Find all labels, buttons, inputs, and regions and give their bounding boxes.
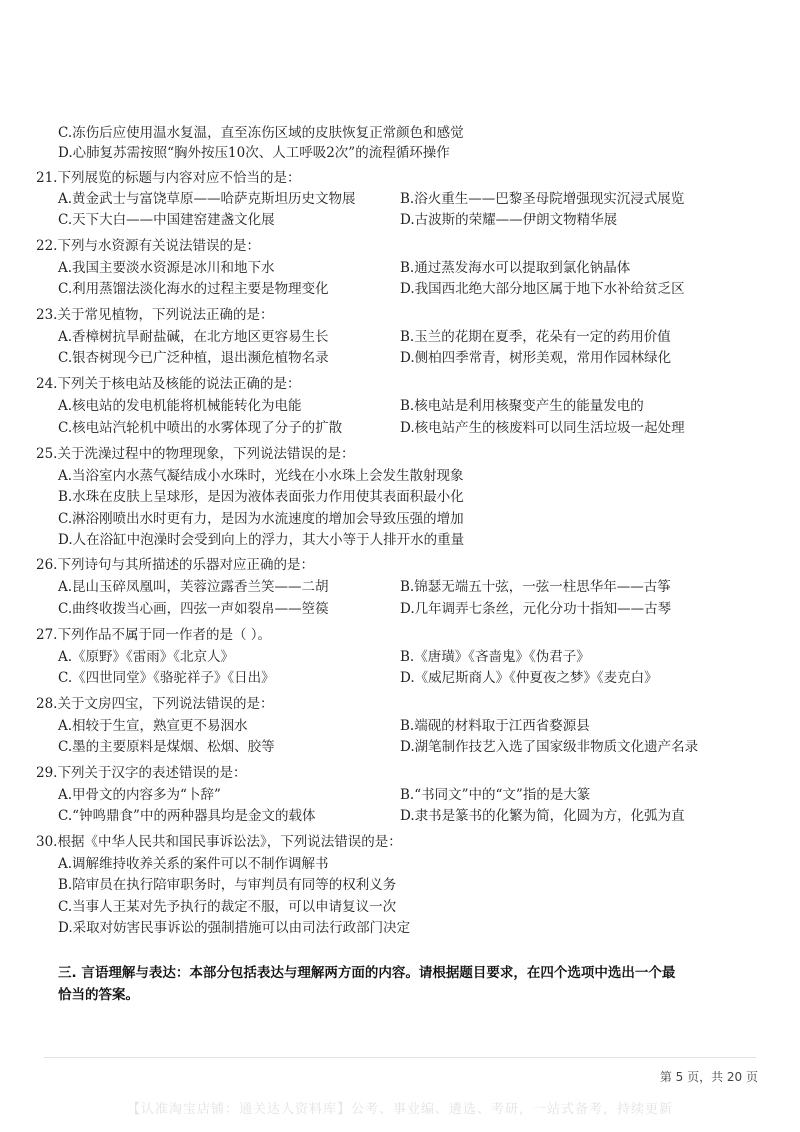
question-24: 24.下列关于核电站及核能的说法正确的是： [36, 376, 301, 392]
watermark-text: 【认准淘宝店铺：通关达人资料库】公考、事业编、遴选、考研，一站式备考，持续更新 [126, 1102, 673, 1117]
option-text: B.水珠在皮肤上呈球形，是因为液体表面张力作用使其表面积最小化 [58, 489, 464, 505]
option-text: D.人在浴缸中泡澡时会受到向上的浮力，其大小等于人排开水的重量 [58, 532, 465, 548]
question-25: 25.关于洗澡过程中的物理现象，下列说法错误的是： [36, 446, 355, 462]
option-text: C.冻伤后应使用温水复温，直至冻伤区域的皮肤恢复正常颜色和感觉 [58, 125, 464, 141]
option-text: B.端砚的材料取于江西省婺源县 [400, 718, 590, 734]
option-text: C.利用蒸馏法淡化海水的过程主要是物理变化 [58, 281, 329, 297]
option-text: A.昆山玉碎凤凰叫，芙蓉泣露香兰笑——二胡 [58, 579, 329, 595]
option-text: D.心肺复苏需按照“胸外按压10次、人工呼吸2次”的流程循环操作 [58, 145, 450, 161]
option-text: B.陪审员在执行陪审职务时，与审判员有同等的权利义务 [58, 877, 397, 893]
option-text: B.浴火重生——巴黎圣母院增强现实沉浸式展览 [400, 191, 685, 207]
option-text: D.核电站产生的核废料可以同生活垃圾一起处理 [400, 420, 685, 436]
option-text: D.古波斯的荣耀——伊朗文物精华展 [400, 212, 618, 228]
section-heading-line: 恰当的答案。 [58, 987, 139, 1003]
option-text: D.采取对妨害民事诉讼的强制措施可以由司法行政部门决定 [58, 920, 411, 936]
question-23: 23.关于常见植物，下列说法正确的是： [36, 307, 274, 323]
option-text: B.《唐璜》《吝啬鬼》《伪君子》 [400, 649, 590, 665]
option-text: C.当事人王某对先予执行的裁定不服，可以申请复议一次 [58, 899, 397, 915]
option-text: C.《四世同堂》《骆驼祥子》《日出》 [58, 670, 275, 686]
question-26: 26.下列诗句与其所描述的乐器对应正确的是： [36, 557, 314, 573]
option-text: C.核电站汽轮机中喷出的水雾体现了分子的扩散 [58, 420, 343, 436]
option-text: A.甲骨文的内容多为“卜辞” [58, 787, 221, 803]
option-text: B.“书同文”中的“文”指的是大篆 [400, 787, 591, 803]
section-heading-line: 三. 言语理解与表达：本部分包括表达与理解两方面的内容。请根据题目要求，在四个选项中选出一个最 [58, 965, 676, 981]
question-30: 30.根据《中华人民共和国民事诉讼法》，下列说法错误的是： [36, 834, 402, 850]
question-27: 27.下列作品不属于同一作者的是（ ）。 [36, 627, 272, 643]
option-text: D.几年调弄七条丝，元化分功十指知——古琴 [400, 601, 672, 617]
option-text: C.天下大白——中国建窑建盏文化展 [58, 212, 275, 228]
question-21: 21.下列展览的标题与内容对应不恰当的是： [36, 170, 301, 186]
option-text: B.核电站是利用核聚变产生的能量发电的 [400, 398, 644, 414]
option-text: A.黄金武士与富饶草原——哈萨克斯坦历史文物展 [58, 191, 356, 207]
option-text: B.玉兰的花期在夏季，花朵有一定的药用价值 [400, 329, 671, 345]
option-text: A.核电站的发电机能将机械能转化为电能 [58, 398, 302, 414]
option-text: A.调解维持收养关系的案件可以不制作调解书 [58, 856, 329, 872]
option-text: D.我国西北绝大部分地区属于地下水补给贫乏区 [400, 281, 685, 297]
footer-divider [44, 1057, 756, 1058]
option-text: C.淋浴刚喷出水时更有力，是因为水流速度的增加会导致压强的增加 [58, 511, 464, 527]
option-text: D.湖笔制作技艺入选了国家级非物质文化遗产名录 [400, 739, 699, 755]
option-text: C.“钟鸣鼎食”中的两种器具均是金文的载体 [58, 808, 316, 824]
question-29: 29.下列关于汉字的表述错误的是： [36, 765, 247, 781]
option-text: B.锦瑟无端五十弦，一弦一柱思华年——古筝 [400, 579, 671, 595]
question-22: 22.下列与水资源有关说法错误的是： [36, 238, 260, 254]
option-text: B.通过蒸发海水可以提取到氯化钠晶体 [400, 260, 631, 276]
option-text: A.《原野》《雷雨》《北京人》 [58, 649, 235, 665]
option-text: A.香樟树抗旱耐盐碱，在北方地区更容易生长 [58, 329, 329, 345]
option-text: C.墨的主要原料是煤烟、松烟、胶等 [58, 739, 275, 755]
option-text: D.侧柏四季常青，树形美观，常用作园林绿化 [400, 350, 672, 366]
question-28: 28.关于文房四宝，下列说法错误的是： [36, 696, 274, 712]
option-text: A.相较于生宣，熟宣更不易洇水 [58, 718, 248, 734]
option-text: A.当浴室内水蒸气凝结成小水珠时，光线在小水珠上会发生散射现象 [58, 468, 464, 484]
option-text: C.曲终收拨当心画，四弦一声如裂帛——箜篌 [58, 601, 329, 617]
page-number: 第 5 页，共 20 页 [659, 1070, 758, 1084]
option-text: A.我国主要淡水资源是冰川和地下水 [58, 260, 275, 276]
option-text: D.隶书是篆书的化繁为简，化圆为方，化弧为直 [400, 808, 685, 824]
option-text: D.《威尼斯商人》《仲夏夜之梦》《麦克白》 [400, 670, 658, 686]
section-heading [58, 962, 758, 1006]
option-text: C.银杏树现今已广泛种植，退出濒危植物名录 [58, 350, 329, 366]
